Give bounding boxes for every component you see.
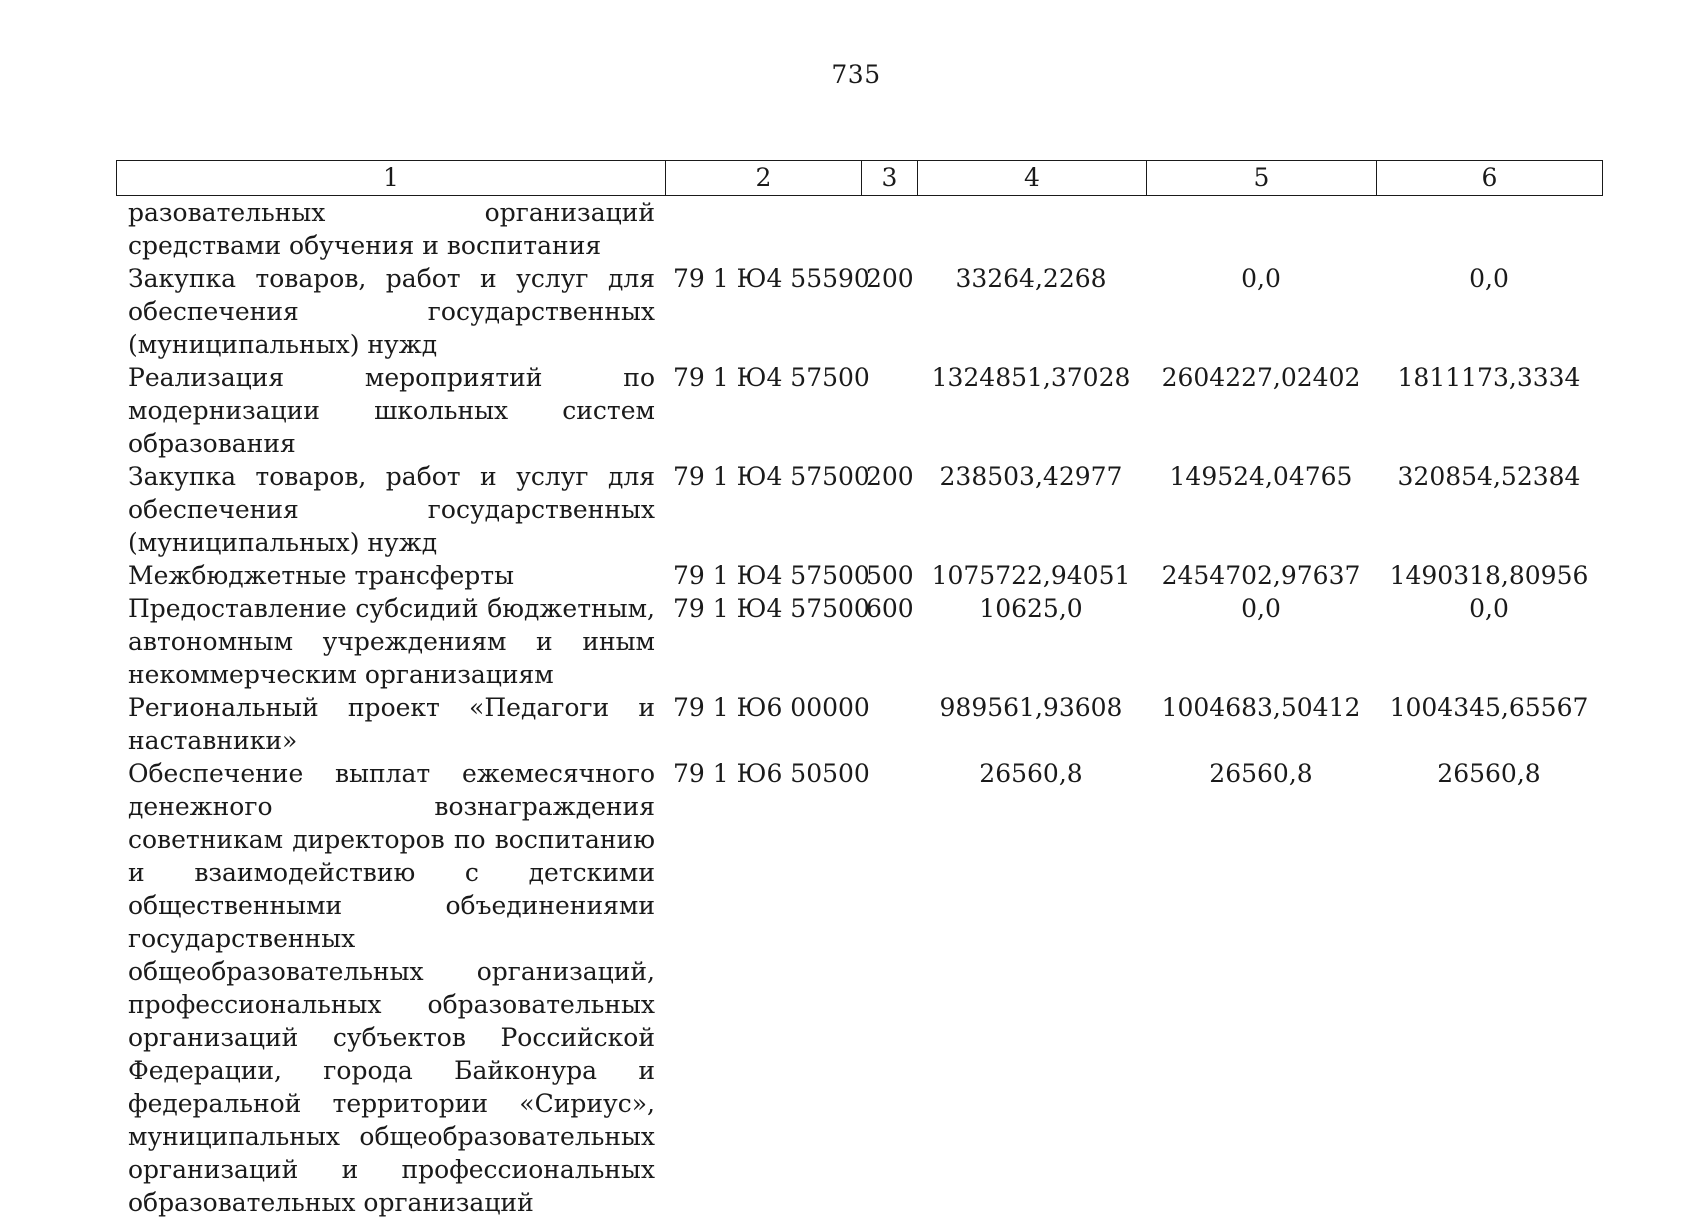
row-value-5: 149524,04765 (1169, 462, 1353, 491)
row-code: 79 1 Ю4 55590 (673, 264, 870, 293)
row-value-5: 0,0 (1241, 594, 1281, 623)
row-value-6: 320854,52384 (1397, 462, 1581, 491)
row-code: 79 1 Ю4 57500 (673, 363, 870, 392)
table-row (0, 592, 1696, 691)
row-name: Региональный проект «Педагоги и наставники» (128, 693, 655, 755)
row-code: 79 1 Ю6 00000 (673, 693, 870, 722)
table-row (0, 460, 1696, 559)
row-code: 79 1 Ю4 57500 (673, 561, 870, 590)
column-header-6: 6 (1377, 161, 1603, 196)
table-header (116, 160, 1603, 196)
column-header-4: 4 (918, 161, 1147, 196)
page-number: 735 (831, 60, 881, 89)
column-header-5: 5 (1147, 161, 1377, 196)
row-name: разовательных организаций средствами обучения и воспитания (128, 198, 655, 260)
row-name: Закупка товаров, работ и услуг для обеспечения государственных (муниципальных) нужд (128, 264, 655, 359)
table-row (0, 691, 1696, 757)
row-value-4: 1075722,94051 (931, 561, 1131, 590)
row-value-4: 26560,8 (979, 759, 1083, 788)
column-header-3: 3 (862, 161, 918, 196)
table-row (0, 559, 1696, 592)
row-value-5: 2454702,97637 (1161, 561, 1361, 590)
row-value-4: 1324851,37028 (931, 363, 1131, 392)
row-value-4: 989561,93608 (939, 693, 1123, 722)
row-value-6: 0,0 (1469, 594, 1509, 623)
row-value-5: 0,0 (1241, 264, 1281, 293)
row-value-5: 1004683,50412 (1161, 693, 1361, 722)
row-value-4: 238503,42977 (939, 462, 1123, 491)
row-name: Межбюджетные трансферты (128, 561, 515, 590)
table-row (0, 361, 1696, 460)
row-name: Обеспечение выплат ежемесячного денежного вознаграждения советникам директоров по воспитанию и взаимодействию с детскими общественными объединениями государственных общеобразовательных организаций, профессиональных образовательных организаций субъектов Российской Федерации, города Байконура и федеральной территории «Сириус», муниципальных общеобразовательных организаций и профессиональных образовательных организаций (128, 759, 655, 1217)
row-name: Предоставление субсидий бюджетным, автономным учреждениям и иным некоммерческим организациям (128, 594, 655, 689)
row-code: 79 1 Ю4 57500 (673, 462, 870, 491)
row-value-5: 2604227,02402 (1161, 363, 1361, 392)
row-value-6: 1490318,80956 (1389, 561, 1589, 590)
row-value-6: 1004345,65567 (1389, 693, 1589, 722)
column-header-1: 1 (117, 161, 666, 196)
row-name: Реализация мероприятий по модернизации школьных систем образования (128, 363, 655, 458)
row-code: 79 1 Ю6 50500 (673, 759, 870, 788)
row-value-4: 10625,0 (979, 594, 1083, 623)
table-body (0, 196, 1696, 1219)
row-value-6: 0,0 (1469, 264, 1509, 293)
row-code: 79 1 Ю4 57500 (673, 594, 870, 623)
row-type: 600 (866, 594, 914, 623)
row-value-5: 26560,8 (1209, 759, 1313, 788)
row-type: 200 (866, 264, 914, 293)
row-value-4: 33264,2268 (955, 264, 1107, 293)
row-name: Закупка товаров, работ и услуг для обеспечения государственных (муниципальных) нужд (128, 462, 655, 557)
row-value-6: 1811173,3334 (1397, 363, 1581, 392)
table-row (0, 757, 1696, 1219)
row-type: 200 (866, 462, 914, 491)
row-type: 500 (866, 561, 914, 590)
row-value-6: 26560,8 (1437, 759, 1541, 788)
column-header-2: 2 (666, 161, 862, 196)
table-row (0, 196, 1696, 262)
table-row (0, 262, 1696, 361)
